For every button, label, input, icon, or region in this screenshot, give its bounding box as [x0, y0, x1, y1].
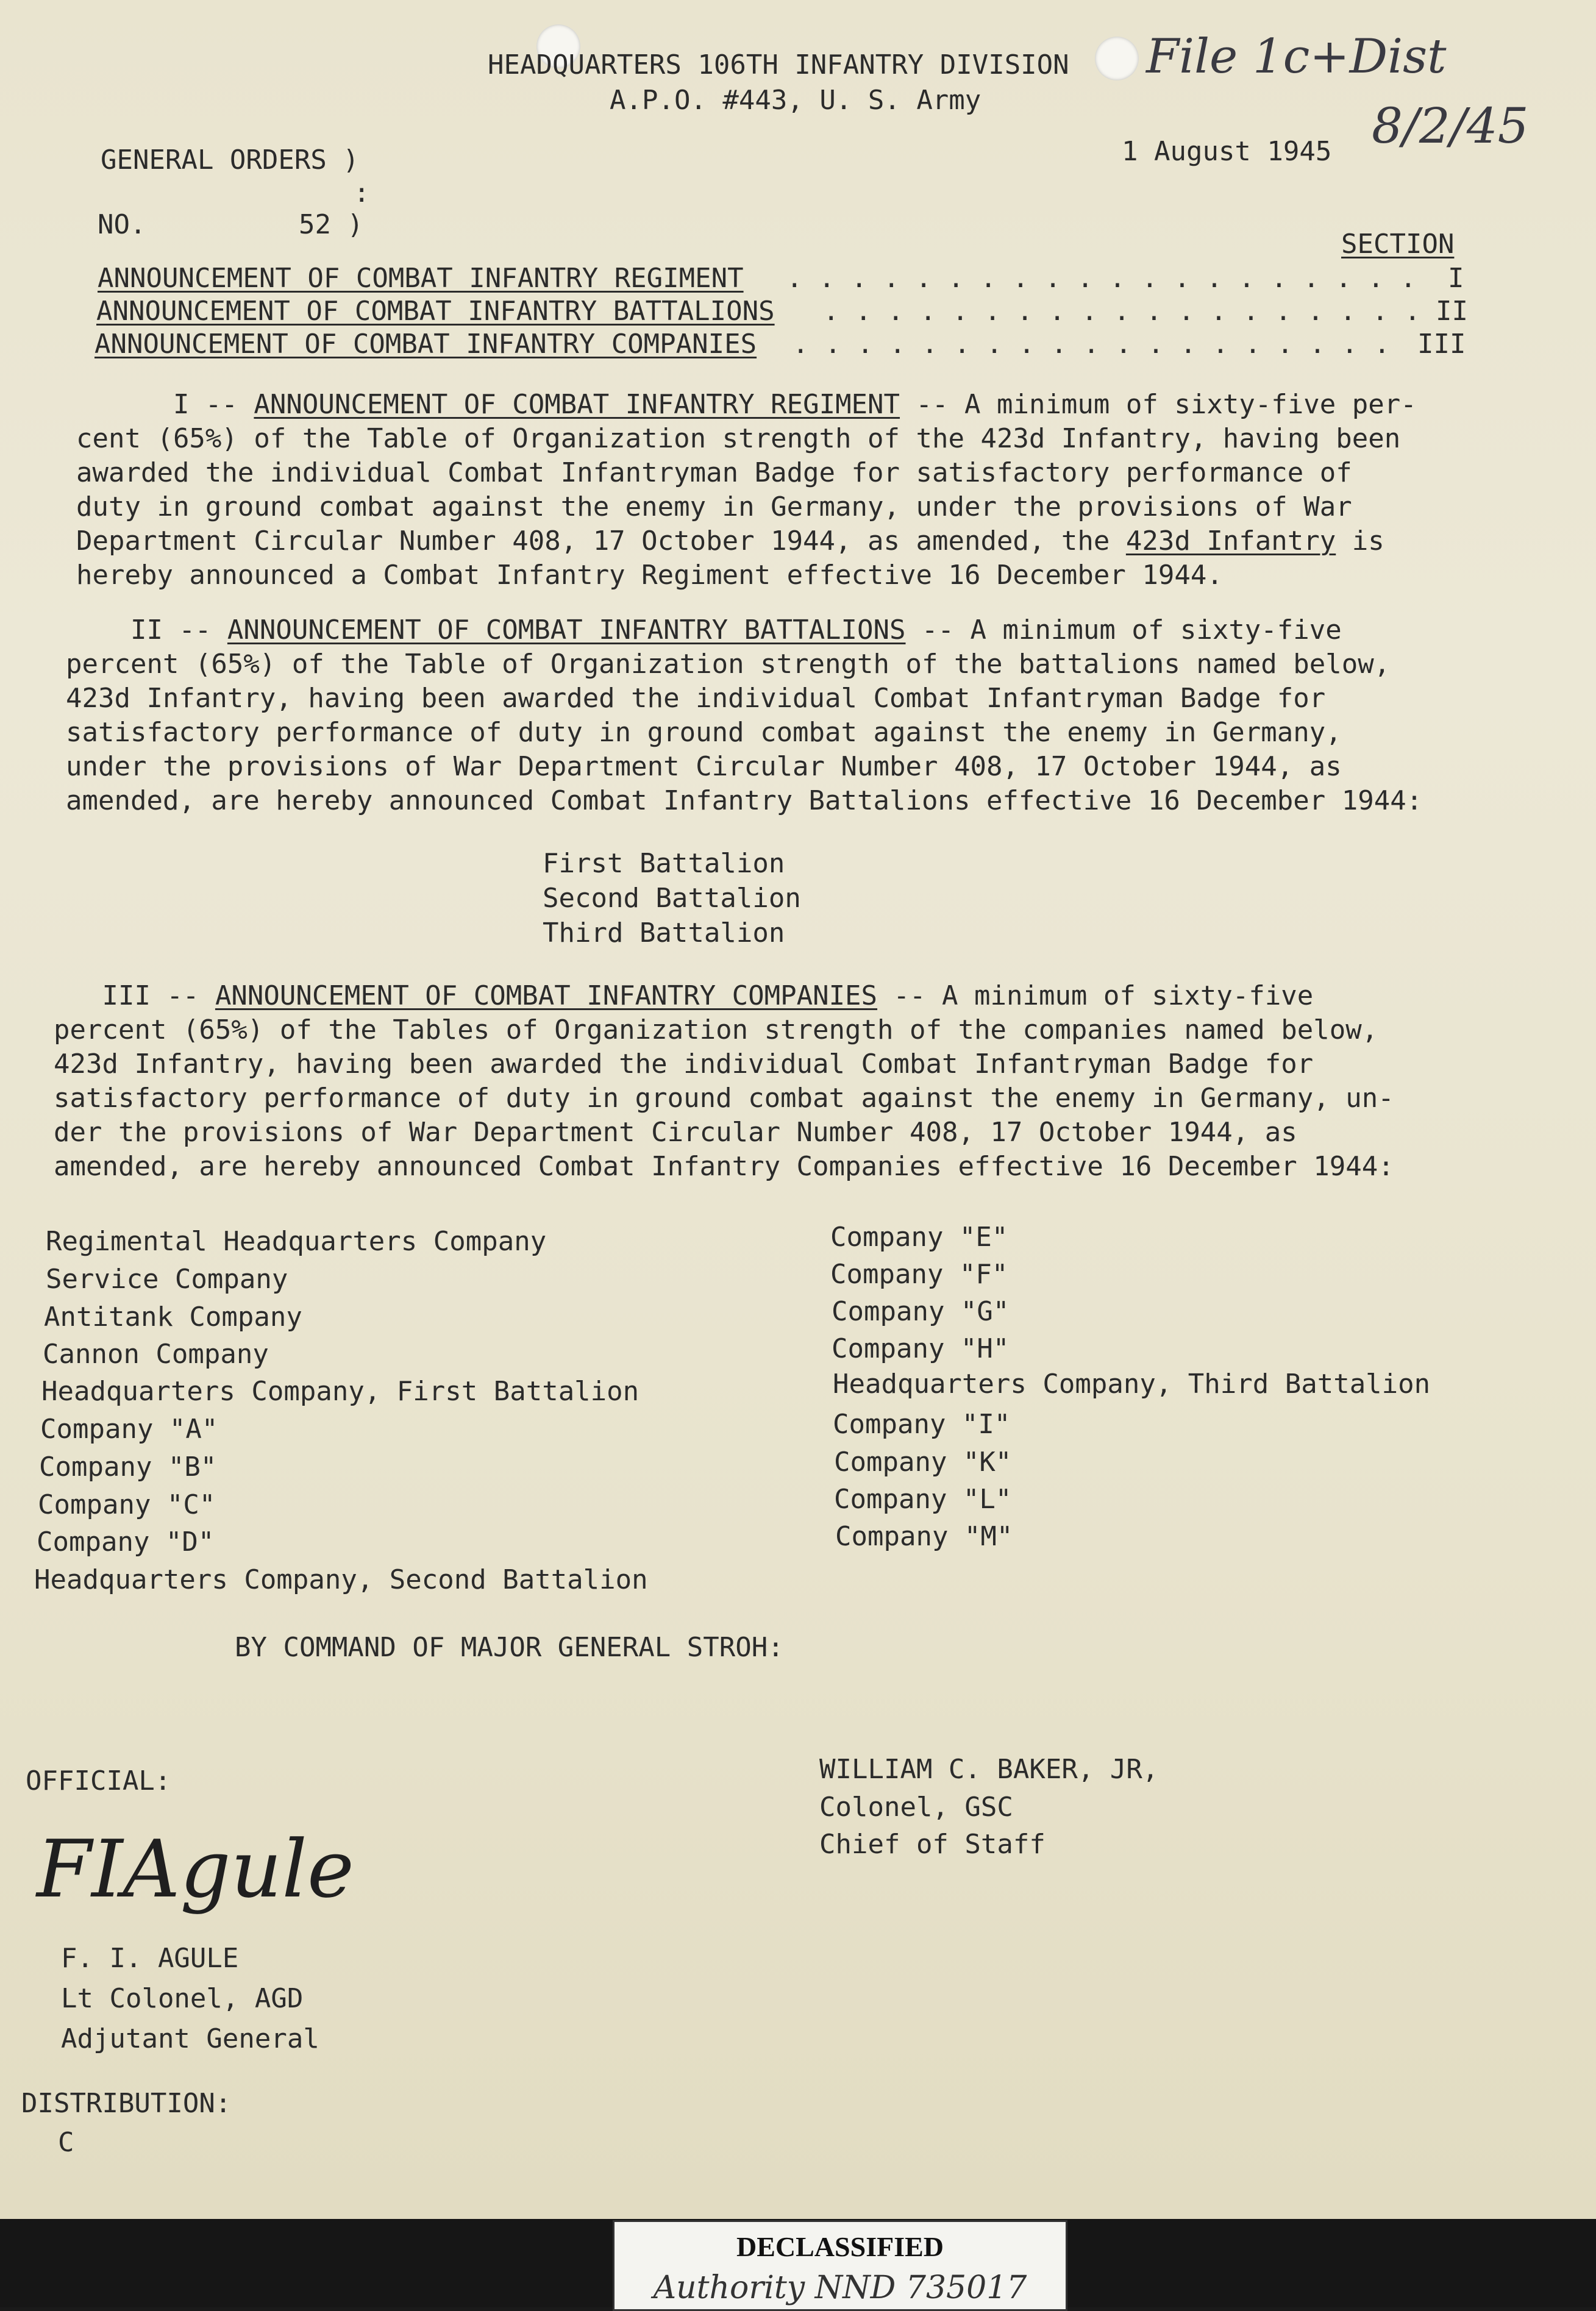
toc-number-1: I	[1448, 263, 1464, 294]
company-right-8: Company "L"	[834, 1484, 1012, 1515]
section-3-line-5: der the provisions of War Department Circular Number 408, 17 October 1944, as	[54, 1117, 1297, 1148]
orders-colon: :	[354, 177, 370, 208]
company-left-5: Headquarters Company, First Battalion	[41, 1376, 639, 1407]
toc-dots-3: . . . . . . . . . . . . . . . . . . .	[793, 329, 1391, 360]
section-3-line-4: satisfactory performance of duty in ground combat against the enemy in Germany, un-	[54, 1083, 1394, 1114]
company-left-7: Company "B"	[39, 1451, 217, 1483]
section-1-paragraph	[76, 388, 1417, 593]
section-1-prefix: I --	[173, 389, 238, 420]
section-2-prefix: II --	[130, 614, 212, 646]
chief-of-staff-rank: Colonel, GSC	[819, 1792, 1013, 1823]
headquarters-line: HEADQUARTERS 106TH INFANTRY DIVISION	[488, 49, 1069, 80]
company-right-9: Company "M"	[835, 1521, 1013, 1552]
by-command-line: BY COMMAND OF MAJOR GENERAL STROH:	[235, 1632, 784, 1663]
section-3-line-6: amended, are hereby announced Combat Infantry Companies effective 16 December 1944:	[54, 1151, 1394, 1182]
section-3-line-2: percent (65%) of the Tables of Organization strength of the companies named below,	[54, 1014, 1378, 1045]
general-orders-label: GENERAL ORDERS )	[101, 144, 359, 176]
company-left-1: Regimental Headquarters Company	[46, 1226, 547, 1257]
distribution-label: DISTRIBUTION:	[21, 2088, 232, 2119]
section-2-line-3: 423d Infantry, having been awarded the individual Combat Infantryman Badge for	[66, 683, 1326, 714]
adjutant-signature: FIAgule	[37, 1823, 354, 1915]
section-1-line-2: cent (65%) of the Table of Organization strength of the 423d Infantry, having been	[76, 423, 1401, 454]
company-left-9: Company "D"	[37, 1526, 215, 1558]
battalion-second: Second Battalion	[543, 883, 801, 914]
company-left-8: Company "C"	[38, 1489, 216, 1520]
orders-no-label: NO.	[98, 209, 146, 240]
section-2-line-1	[66, 613, 1422, 647]
section-2-line-4: satisfactory performance of duty in ground combat against the enemy in Germany,	[66, 717, 1342, 748]
declassified-title: DECLASSIFIED	[736, 2231, 944, 2262]
handwritten-date: 8/2/45	[1372, 98, 1529, 154]
toc-number-3: III	[1417, 329, 1466, 360]
company-right-5: Headquarters Company, Third Battalion	[833, 1369, 1431, 1400]
section-1-line-6: hereby announced a Combat Infantry Regiment effective 16 December 1944.	[76, 560, 1223, 591]
order-date: 1 August 1945	[1122, 136, 1332, 167]
section-1-first-rest: -- A minimum of sixty-five per-	[900, 389, 1417, 420]
chief-of-staff-title: Chief of Staff	[819, 1829, 1046, 1860]
company-right-6: Company "I"	[833, 1409, 1011, 1440]
section-3-line-3: 423d Infantry, having been awarded the individual Combat Infantryman Badge for	[54, 1049, 1314, 1080]
company-left-4: Cannon Company	[43, 1339, 269, 1370]
battalion-third: Third Battalion	[543, 917, 785, 949]
toc-title-3: ANNOUNCEMENT OF COMBAT INFANTRY COMPANIES	[94, 329, 757, 360]
section-1-line-5: Department Circular Number 408, 17 October 1944, as amended, the 423d Infantry is	[76, 525, 1384, 557]
section-2-line-2: percent (65%) of the Table of Organization strength of the battalions named below,	[66, 649, 1391, 680]
company-right-7: Company "K"	[834, 1447, 1012, 1478]
toc-dots-1: . . . . . . . . . . . . . . . . . . . .	[786, 263, 1417, 294]
section-1-line-1	[76, 388, 1417, 422]
section-2-first-rest: -- A minimum of sixty-five	[905, 614, 1342, 646]
battalion-first: First Battalion	[543, 848, 785, 879]
unit-name-underlined: 423d Infantry	[1125, 525, 1336, 557]
punch-hole-right	[1095, 37, 1139, 80]
section-2-heading: ANNOUNCEMENT OF COMBAT INFANTRY BATTALIONS	[227, 614, 906, 646]
section-3-paragraph	[54, 979, 1394, 1184]
section-3-prefix: III --	[102, 980, 199, 1011]
section-1-line-3: awarded the individual Combat Infantryman Badge for satisfactory performance of	[76, 457, 1352, 488]
orders-number: 52 )	[299, 209, 363, 240]
adjutant-rank: Lt Colonel, AGD	[61, 1983, 304, 2014]
declassified-stamp	[613, 2220, 1067, 2311]
section-2-line-5: under the provisions of War Department Circular Number 408, 17 October 1944, as	[66, 751, 1342, 782]
section-3-heading: ANNOUNCEMENT OF COMBAT INFANTRY COMPANIES	[215, 980, 878, 1011]
section-3-line-1	[54, 979, 1394, 1013]
chief-of-staff-name: WILLIAM C. BAKER, JR,	[819, 1754, 1159, 1785]
section-1-line-4: duty in ground combat against the enemy in Germany, under the provisions of War	[76, 491, 1352, 522]
company-right-2: Company "F"	[830, 1259, 1008, 1290]
toc-title-2: ANNOUNCEMENT OF COMBAT INFANTRY BATTALIONS	[96, 296, 775, 327]
section-1-heading: ANNOUNCEMENT OF COMBAT INFANTRY REGIMENT	[254, 389, 900, 420]
section-2-line-6: amended, are hereby announced Combat Infantry Battalions effective 16 December 1944:	[66, 785, 1423, 816]
company-right-1: Company "E"	[830, 1222, 1008, 1253]
company-left-10: Headquarters Company, Second Battalion	[34, 1564, 648, 1595]
toc-number-2: II	[1436, 296, 1468, 327]
declassified-authority: Authority NND 735017	[653, 2270, 1027, 2306]
apo-line: A.P.O. #443, U. S. Army	[610, 85, 981, 116]
adjutant-name: F. I. AGULE	[61, 1943, 239, 1974]
company-right-3: Company "G"	[832, 1296, 1010, 1327]
company-left-6: Company "A"	[40, 1414, 218, 1445]
handwritten-file-note: File 1c+Dist	[1146, 29, 1447, 84]
toc-title-1: ANNOUNCEMENT OF COMBAT INFANTRY REGIMENT	[98, 263, 744, 294]
section-3-first-rest: -- A minimum of sixty-five	[877, 980, 1314, 1011]
distribution-value: C	[58, 2127, 74, 2158]
toc-dots-2: . . . . . . . . . . . . . . . . . . .	[823, 296, 1421, 327]
company-left-2: Service Company	[46, 1264, 288, 1295]
official-label: OFFICIAL:	[26, 1765, 171, 1796]
company-right-4: Company "H"	[832, 1333, 1010, 1364]
section-2-paragraph	[66, 613, 1422, 818]
toc-section-heading: SECTION	[1341, 229, 1455, 260]
adjutant-title: Adjutant General	[61, 2023, 319, 2054]
company-left-3: Antitank Company	[44, 1301, 302, 1333]
